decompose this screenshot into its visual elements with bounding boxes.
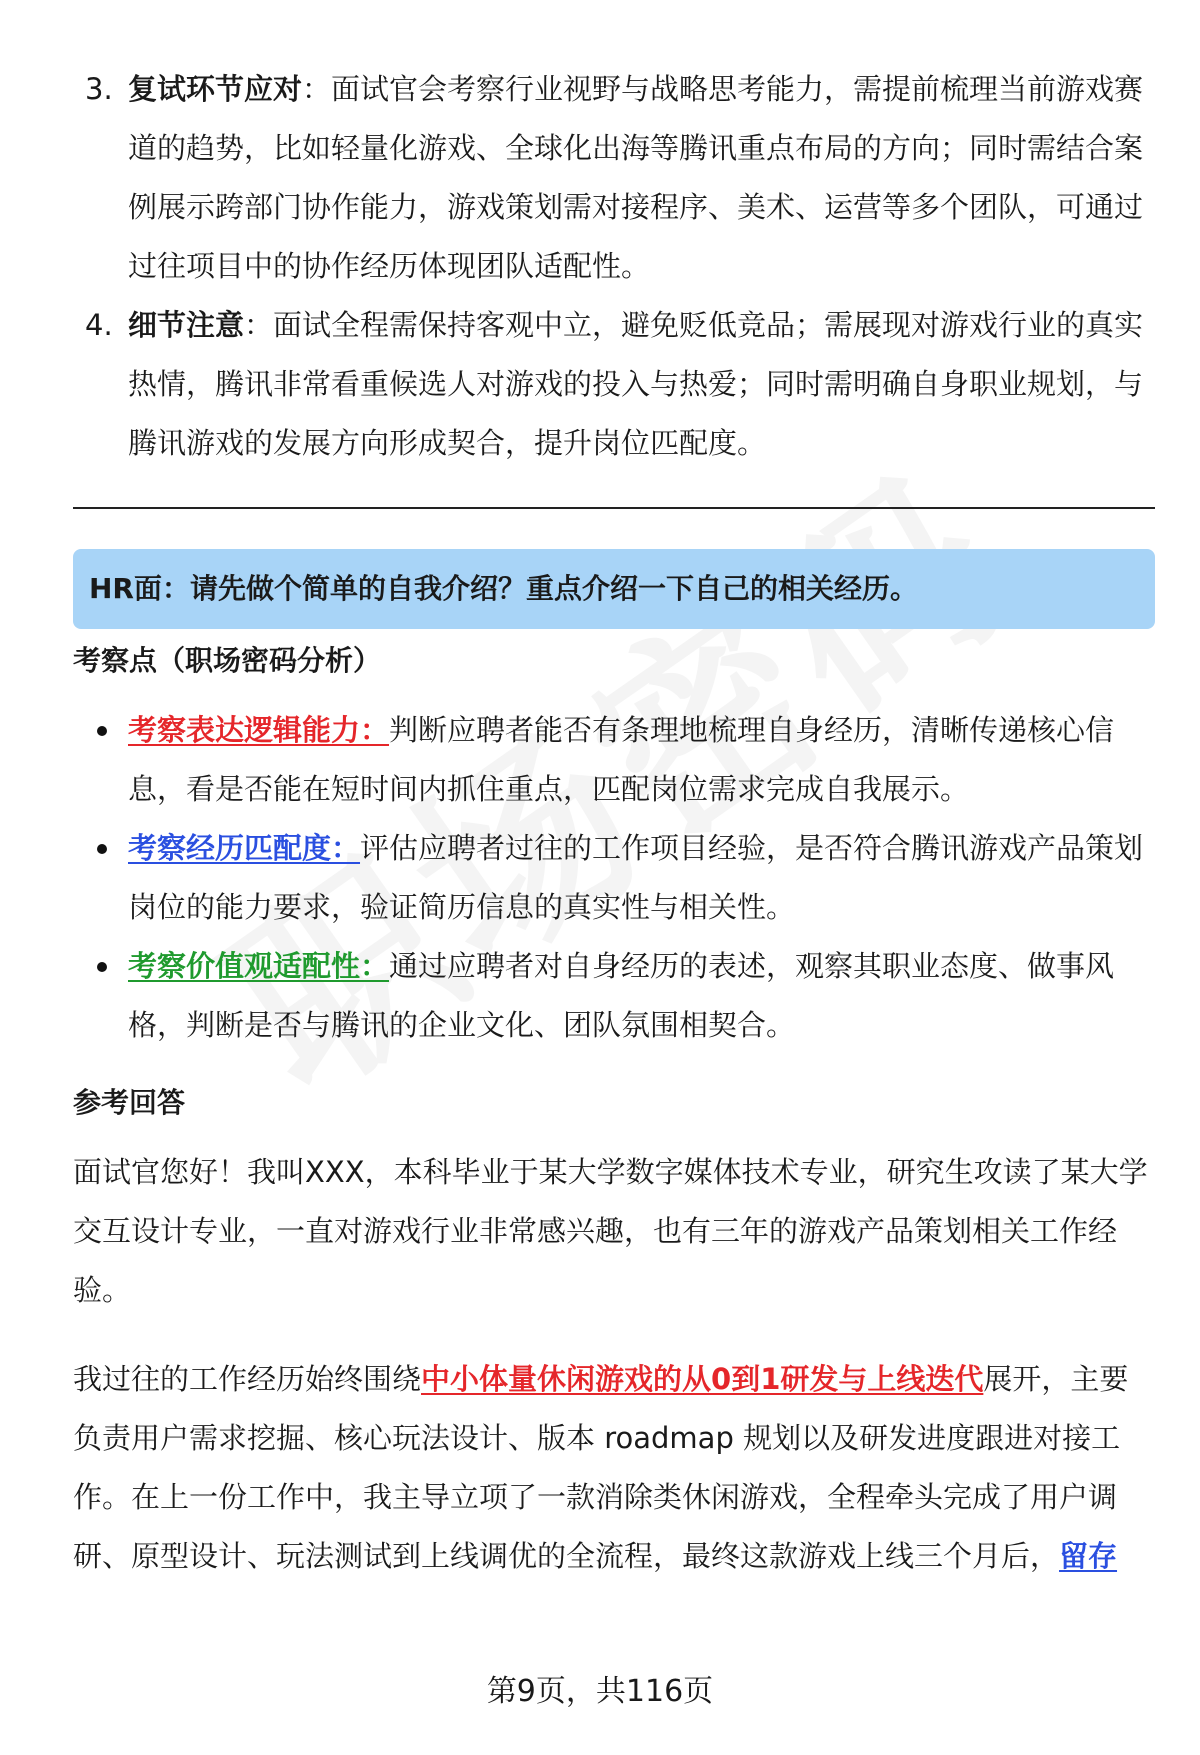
list-item-separator: ：: [302, 72, 332, 106]
bullet-item: [73, 701, 1153, 819]
bullet-list: [73, 701, 1153, 1055]
bullet-text: 评估应聘者过往的工作项目经验，是否符合腾讯游戏产品策划岗位的能力要求，验证简历信息的真实性与相关性。: [128, 831, 1144, 924]
answer-paragraph-2: [73, 1350, 1153, 1586]
numbered-list: [73, 60, 1153, 473]
list-item: [73, 296, 1153, 473]
answer-text: 我过往的工作经历始终围绕: [73, 1362, 422, 1396]
bullet-dot-icon: [97, 844, 107, 854]
answer-title: 参考回答: [73, 1086, 186, 1119]
list-number: 4.: [85, 308, 113, 342]
bullet-item: [73, 819, 1153, 937]
section-title: 考察点（职场密码分析）: [73, 644, 382, 677]
list-item-separator: ：: [244, 308, 274, 342]
list-item: [73, 60, 1153, 296]
bullet-text: 通过应聘者对自身经历的表述，观察其职业态度、做事风格，判断是否与腾讯的企业文化、团队氛围相契合。: [128, 949, 1115, 1042]
list-item-text: 面试全程需保持客观中立，避免贬低竞品；需展现对游戏行业的真实热情，腾讯非常看重候选人对游戏的投入与热爱；同时需明确自身职业规划，与腾讯游戏的发展方向形成契合，提升岗位匹配度。: [128, 308, 1144, 460]
list-item-label: 复试环节应对: [128, 72, 303, 106]
page-number: 第9页，共116页: [486, 1674, 714, 1709]
answer-highlight: 中小体量休闲游戏的从0到1研发与上线迭代: [421, 1362, 984, 1396]
question-heading: HR面：请先做个简单的自我介绍？重点介绍一下自己的相关经历。: [73, 549, 1155, 629]
document-body: [73, 60, 1153, 1586]
answer-highlight: 留存: [1059, 1539, 1118, 1573]
answer-paragraph-1: 面试官您好！我叫XXX，本科毕业于某大学数字媒体技术专业，研究生攻读了某大学交互设计专业，一直对游戏行业非常感兴趣，也有三年的游戏产品策划相关工作经验。: [73, 1155, 1148, 1307]
bullet-dot-icon: [97, 962, 107, 972]
bullet-keyword: 考察表达逻辑能力：: [128, 713, 390, 747]
bullet-text: 判断应聘者能否有条理地梳理自身经历，清晰传递核心信息，看是否能在短时间内抓住重点，匹配岗位需求完成自我展示。: [128, 713, 1115, 806]
list-item-label: 细节注意: [128, 308, 245, 342]
list-item-text: 面试官会考察行业视野与战略思考能力，需提前梳理当前游戏赛道的趋势，比如轻量化游戏、全球化出海等腾讯重点布局的方向；同时需结合案例展示跨部门协作能力，游戏策划需对接程序、美术、运营等多个团队，可通过过往项目中的协作经历体现团队适配性。: [128, 72, 1144, 283]
bullet-keyword: 考察经历匹配度：: [128, 831, 361, 865]
section-divider: [73, 507, 1155, 509]
answer-text: 展开，主要负责用户需求挖掘、核心玩法设计、版本 roadmap 规划以及研发进度跟进对接工作。在上一份工作中，我主导立项了一款消除类休闲游戏，全程牵头完成了用户调研、原型设计、玩法测试到上线调优的全流程，最终这款游戏上线三个月后，: [73, 1362, 1129, 1573]
bullet-dot-icon: [97, 726, 107, 736]
bullet-keyword: 考察价值观适配性：: [128, 949, 390, 983]
bullet-item: [73, 937, 1153, 1055]
list-number: 3.: [85, 72, 113, 106]
